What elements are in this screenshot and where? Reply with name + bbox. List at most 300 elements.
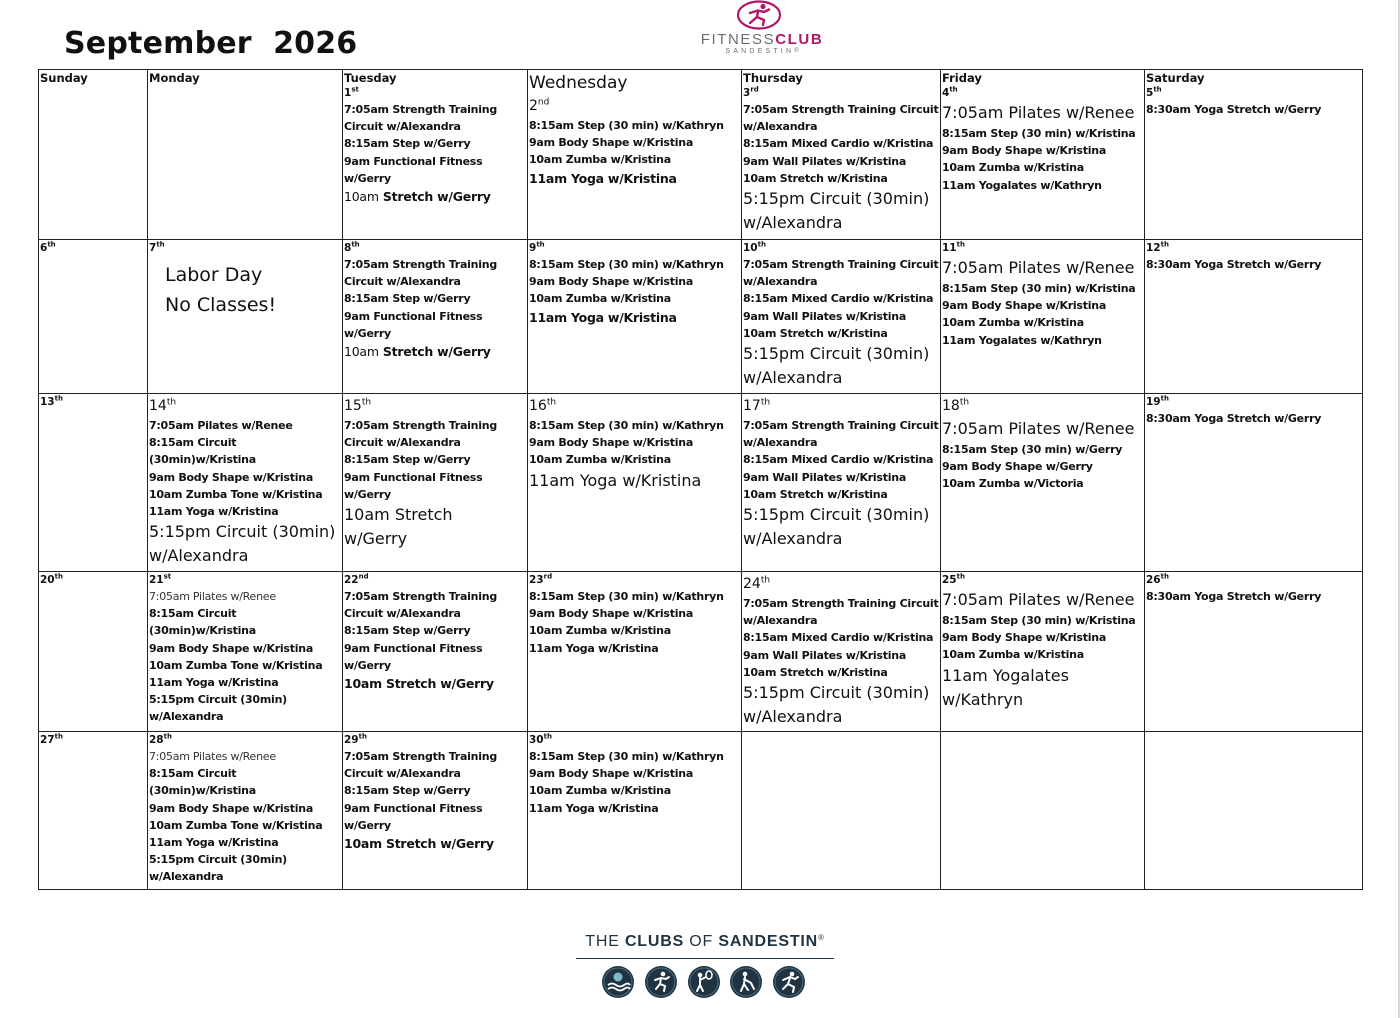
class-text: 8:30am Yoga Stretch w/Gerry — [1146, 103, 1322, 116]
date-number — [149, 733, 342, 748]
class-entry — [743, 451, 940, 468]
swim-icon — [601, 965, 635, 999]
date-ordinal-suffix: th — [1160, 394, 1169, 403]
class-text: 9am Body Shape w/Kristina — [149, 801, 314, 815]
class-text: 7:05am Pilates w/Renee — [942, 590, 1135, 609]
date-number — [344, 241, 527, 256]
date-number-value: 5 — [1146, 87, 1154, 99]
class-text: 10am Zumba w/Kristina — [529, 292, 671, 306]
class-text: 10am Zumba w/Kristina — [529, 784, 671, 798]
class-entry — [529, 117, 741, 134]
date-number — [743, 86, 940, 101]
date-number — [344, 86, 527, 101]
date-ordinal-suffix: th — [54, 732, 63, 741]
class-entry — [942, 417, 1144, 441]
class-text: 8:15am Step (30 min) w/Kathryn — [529, 750, 724, 763]
class-text: 7:05am Strength Training Circuit w/Alexandra — [743, 419, 939, 450]
date-ordinal-suffix: th — [757, 240, 766, 249]
date-number — [40, 395, 147, 410]
class-entry — [149, 588, 342, 605]
day-cell — [1145, 240, 1363, 394]
date-number — [529, 241, 741, 256]
class-entry — [942, 297, 1144, 314]
class-text: 7:05am Pilates w/Renee — [149, 419, 293, 432]
class-text: Stretch w/Gerry — [378, 344, 491, 360]
fitness-club-logo — [672, 0, 852, 60]
date-number-value: 28 — [149, 734, 164, 746]
date-ordinal-suffix: th — [536, 240, 545, 249]
class-entry — [942, 125, 1144, 142]
date-number — [149, 395, 342, 417]
class-entry — [149, 800, 342, 817]
class-text: 8:15am Step (30 min) w/Kathryn — [529, 419, 724, 432]
date-ordinal-suffix: th — [1160, 240, 1169, 249]
class-text: 8:15am Step w/Gerry — [344, 137, 471, 151]
class-entry — [149, 748, 342, 765]
class-entry — [344, 588, 527, 622]
class-text: 5:15pm Circuit (30min) w/Alexandra — [149, 853, 287, 884]
date-ordinal-suffix: th — [163, 732, 172, 741]
class-entry — [942, 646, 1144, 663]
class-entry — [149, 657, 342, 674]
class-text: 9am Wall Pilates w/Kristina — [743, 470, 907, 484]
date-number — [40, 733, 147, 748]
class-text: 9am Body Shape w/Kristina — [529, 436, 694, 450]
fitness-icon — [644, 965, 678, 999]
day-cell — [148, 572, 343, 732]
class-entry — [942, 142, 1144, 159]
class-text: 8:30am Yoga Stretch w/Gerry — [1146, 412, 1322, 425]
date-number-value: 29 — [344, 734, 359, 746]
class-entry — [344, 187, 527, 206]
date-number-value: 21 — [149, 574, 164, 586]
class-text: 7:05am Pilates w/Renee — [942, 103, 1135, 122]
day-cell — [742, 70, 941, 240]
class-entry — [942, 101, 1144, 125]
class-entry — [942, 612, 1144, 629]
class-entry — [743, 664, 940, 681]
day-cell — [742, 732, 941, 890]
class-text: 7:05am Pilates w/Renee — [942, 258, 1135, 277]
runner-icon — [736, 0, 782, 30]
class-entry — [149, 469, 342, 486]
day-of-week-label: Wednesday — [529, 73, 628, 93]
day-cell — [39, 572, 148, 732]
class-entry — [344, 417, 527, 451]
date-number — [1146, 241, 1362, 256]
class-entry — [344, 782, 527, 799]
class-text: 9am Functional Fitness w/Gerry — [344, 470, 483, 501]
class-entry — [529, 622, 741, 639]
date-number — [942, 573, 1144, 588]
date-number — [1146, 86, 1362, 101]
class-entry — [344, 800, 527, 834]
date-ordinal-suffix: th — [543, 732, 552, 741]
day-cell — [343, 732, 528, 890]
date-number — [942, 241, 1144, 256]
class-entry — [344, 503, 527, 551]
class-text: 9am Body Shape w/Kristina — [942, 299, 1107, 313]
class-entry — [529, 451, 741, 468]
page-title: September 2026 — [64, 26, 358, 61]
class-text: 8:15am Step (30 min) w/Kathryn — [529, 119, 724, 132]
class-text: 11am Yoga w/Kristina — [529, 641, 659, 655]
class-text: 9am Body Shape w/Kristina — [942, 144, 1107, 158]
class-entry — [344, 290, 527, 307]
class-entry — [942, 256, 1144, 280]
day-cell — [742, 572, 941, 732]
week-row — [39, 732, 1363, 890]
date-number — [529, 95, 741, 117]
class-entry — [529, 273, 741, 290]
class-time: 10am — [344, 344, 379, 360]
day-cell — [148, 70, 343, 240]
date-number — [40, 241, 147, 256]
class-entry — [529, 290, 741, 307]
footer-brand-clubs: CLUBS — [624, 933, 685, 950]
day-cell — [742, 240, 941, 394]
date-ordinal-suffix: th — [760, 575, 771, 586]
class-text: 9am Wall Pilates w/Kristina — [743, 154, 907, 168]
date-number-value: 1 — [344, 87, 352, 99]
class-text: 8:15am Step (30 min) w/Kristina — [942, 127, 1136, 140]
footer-brand-of: OF — [684, 933, 719, 950]
class-text: 5:15pm Circuit (30min) w/Alexandra — [743, 344, 930, 388]
class-entry — [149, 674, 342, 691]
date-ordinal-suffix: th — [546, 397, 557, 408]
date-ordinal-suffix: th — [358, 732, 367, 741]
class-text: 11am Yoga w/Kristina — [149, 676, 279, 690]
class-entry — [743, 170, 940, 187]
day-cell — [528, 70, 742, 240]
class-text: 10am Zumba Tone w/Kristina — [149, 487, 323, 501]
logo-wordmark — [672, 31, 852, 48]
class-text: 10am Stretch w/Kristina — [743, 665, 888, 679]
day-cell — [343, 572, 528, 732]
class-text: 11am Yoga w/Kristina — [529, 801, 659, 815]
class-text: 7:05am Strength Training Circuit w/Alexandra — [344, 590, 497, 621]
class-text: 8:30am Yoga Stretch w/Gerry — [1146, 590, 1322, 603]
class-text: 5:15pm Circuit (30min) w/Alexandra — [743, 683, 930, 727]
class-text: 5:15pm Circuit (30min) w/Alexandra — [743, 505, 930, 549]
date-ordinal-suffix: th — [956, 240, 965, 249]
class-entry — [344, 451, 527, 468]
class-text: 10am Stretch w/Kristina — [743, 487, 888, 501]
day-cell — [39, 70, 148, 240]
class-entry — [149, 486, 342, 503]
class-entry — [529, 151, 741, 168]
class-entry — [529, 640, 741, 657]
class-text: Stretch w/Gerry — [378, 189, 491, 205]
date-number-value: 26 — [1146, 574, 1161, 586]
class-text: 10am Zumba w/Kristina — [942, 161, 1084, 175]
class-text: 7:05am Strength Training Circuit w/Alexandra — [743, 597, 939, 628]
date-ordinal-suffix: rd — [750, 85, 759, 94]
class-text: 5:15pm Circuit (30min) w/Alexandra — [743, 189, 930, 233]
class-entry — [942, 280, 1144, 297]
class-entry — [344, 834, 527, 853]
class-entry — [529, 765, 741, 782]
class-entry — [344, 256, 527, 290]
class-entry — [149, 434, 342, 468]
date-ordinal-suffix: nd — [537, 97, 550, 108]
day-cell — [148, 240, 343, 394]
class-entry — [529, 469, 741, 493]
class-text: 8:15am Step (30 min) w/Kristina — [942, 614, 1136, 627]
date-ordinal-suffix: th — [54, 572, 63, 581]
class-entry — [529, 308, 741, 327]
class-text: 11am Yoga w/Kristina — [529, 470, 702, 490]
class-entry — [149, 765, 342, 799]
class-text: 9am Body Shape w/Gerry — [942, 460, 1093, 474]
date-ordinal-suffix: th — [54, 394, 63, 403]
day-cell — [1145, 394, 1363, 572]
class-entry — [942, 441, 1144, 458]
day-cell — [39, 394, 148, 572]
date-number — [1146, 395, 1362, 410]
class-entry — [743, 153, 940, 170]
class-entry — [743, 629, 940, 646]
date-number-value: 23 — [529, 574, 544, 586]
class-entry — [149, 520, 342, 568]
class-entry — [149, 851, 342, 885]
date-ordinal-suffix: nd — [358, 572, 369, 581]
class-text: 10am Zumba w/Kristina — [942, 316, 1084, 330]
class-text: 7:05am Strength Training Circuit w/Alexandra — [743, 258, 939, 289]
class-text: 10am Zumba w/Kristina — [529, 453, 671, 467]
class-entry — [942, 458, 1144, 475]
class-entry — [149, 605, 342, 639]
class-text: 8:15am Step (30 min) w/Kristina — [942, 282, 1136, 295]
day-cell — [941, 394, 1145, 572]
class-text: 8:15am Mixed Cardio w/Kristina — [743, 631, 934, 645]
class-entry — [344, 674, 527, 693]
class-entry — [344, 153, 527, 187]
class-entry — [743, 308, 940, 325]
class-text: 8:15am Step w/Gerry — [344, 292, 471, 306]
class-text: 8:15am Circuit (30min)w/Kristina — [149, 767, 256, 798]
class-entry — [942, 159, 1144, 176]
date-ordinal-suffix: th — [956, 572, 965, 581]
date-number-value: 12 — [1146, 242, 1161, 254]
footer-brand — [574, 933, 836, 951]
day-cell — [1145, 732, 1363, 890]
class-entry — [743, 503, 940, 551]
class-text: 7:05am Strength Training Circuit w/Alexandra — [344, 103, 497, 134]
class-text: 7:05am Strength Training Circuit w/Alexandra — [344, 419, 497, 450]
class-entry — [1146, 256, 1362, 273]
day-cell — [528, 394, 742, 572]
class-entry — [344, 308, 527, 342]
class-entry — [529, 256, 741, 273]
class-entry — [344, 640, 527, 674]
date-number — [1146, 573, 1362, 588]
week-row — [39, 240, 1363, 394]
class-entry — [743, 325, 940, 342]
date-number-value: 10 — [743, 242, 758, 254]
date-number — [40, 573, 147, 588]
date-number-value: 8 — [344, 242, 352, 254]
footer-brand-sandestin: SANDESTIN — [718, 933, 819, 950]
day-cell — [343, 70, 528, 240]
logo-trademark: ® — [794, 48, 799, 54]
class-text: 9am Functional Fitness w/Gerry — [344, 154, 483, 185]
class-entry — [344, 342, 527, 361]
class-text: 7:05am Strength Training Circuit w/Alexandra — [743, 103, 939, 134]
day-cell — [941, 240, 1145, 394]
class-entry — [149, 503, 342, 520]
class-entry — [529, 434, 741, 451]
date-number-value: 22 — [344, 574, 359, 586]
date-number-value: 27 — [40, 734, 55, 746]
class-entry — [529, 169, 741, 188]
date-number — [942, 86, 1144, 101]
date-number-value: 30 — [529, 734, 544, 746]
date-number — [149, 241, 342, 256]
date-number — [344, 395, 527, 417]
date-ordinal-suffix: st — [163, 572, 172, 581]
class-entry — [743, 342, 940, 390]
date-number-value: 13 — [40, 396, 55, 408]
day-cell — [528, 732, 742, 890]
class-entry — [529, 605, 741, 622]
class-entry — [743, 469, 940, 486]
class-text: 10am Zumba w/Kristina — [942, 648, 1084, 662]
class-text: 5:15pm Circuit (30min) w/Alexandra — [149, 693, 287, 724]
date-number-value: 3 — [743, 87, 751, 99]
class-entry — [942, 332, 1144, 349]
date-number — [529, 395, 741, 417]
day-cell — [528, 572, 742, 732]
day-of-week-label: Thursday — [743, 71, 803, 85]
footer-divider — [576, 958, 834, 959]
day-cell — [1145, 572, 1363, 732]
class-text: 7:05am Strength Training Circuit w/Alexandra — [344, 258, 497, 289]
calendar-grid — [38, 69, 1363, 890]
class-text: 10am Zumba Tone w/Kristina — [149, 658, 323, 672]
date-number — [529, 573, 741, 588]
class-entry — [529, 748, 741, 765]
class-entry — [942, 314, 1144, 331]
day-cell — [528, 240, 742, 394]
day-of-week-label: Monday — [149, 71, 200, 85]
class-entry — [1146, 410, 1362, 427]
class-text: 9am Functional Fitness w/Gerry — [344, 309, 483, 340]
date-number — [344, 733, 527, 748]
class-text: 10am Zumba Tone w/Kristina — [149, 818, 323, 832]
class-text: 7:05am Pilates w/Renee — [149, 590, 276, 603]
day-of-week-label: Sunday — [40, 71, 88, 85]
class-text: 9am Functional Fitness w/Gerry — [344, 801, 483, 832]
date-ordinal-suffix: st — [351, 85, 359, 94]
date-number-value: 15 — [344, 398, 362, 414]
date-number — [149, 573, 342, 588]
week-row — [39, 394, 1363, 572]
class-entry — [529, 782, 741, 799]
class-text: 8:15am Step (30 min) w/Kathryn — [529, 590, 724, 603]
class-text: 11am Yoga w/Kristina — [149, 836, 279, 850]
date-ordinal-suffix: th — [166, 397, 177, 408]
footer-icons — [601, 965, 806, 999]
date-ordinal-suffix: th — [351, 240, 360, 249]
class-text: 9am Wall Pilates w/Kristina — [743, 309, 907, 323]
class-text: 8:15am Step w/Gerry — [344, 624, 471, 638]
class-text: 10am Stretch w/Gerry — [344, 836, 494, 852]
class-time: 10am — [344, 189, 379, 205]
class-text: 11am Yogalates w/Kathryn — [942, 333, 1102, 347]
holiday-notice: Labor Day No Classes! — [165, 264, 277, 316]
run-icon — [772, 965, 806, 999]
date-number-value: 17 — [743, 398, 761, 414]
date-ordinal-suffix: th — [949, 85, 958, 94]
date-ordinal-suffix: th — [156, 240, 165, 249]
date-ordinal-suffix: th — [47, 240, 56, 249]
date-number-value: 11 — [942, 242, 957, 254]
day-cell — [343, 394, 528, 572]
class-entry — [1146, 101, 1362, 118]
class-text: 9am Functional Fitness w/Gerry — [344, 641, 483, 672]
class-entry — [743, 135, 940, 152]
date-ordinal-suffix: rd — [543, 572, 553, 581]
day-cell — [343, 240, 528, 394]
date-ordinal-suffix: th — [361, 397, 372, 408]
date-number-value: 19 — [1146, 396, 1161, 408]
logo-word-bold: CLUB — [775, 31, 824, 48]
class-text: 8:15am Mixed Cardio w/Kristina — [743, 137, 934, 151]
day-cell — [39, 240, 148, 394]
class-text: 9am Body Shape w/Kristina — [942, 631, 1107, 645]
day-cell — [941, 732, 1145, 890]
class-text: 7:05am Strength Training Circuit w/Alexandra — [344, 750, 497, 781]
class-text: 9am Body Shape w/Kristina — [529, 607, 694, 621]
date-ordinal-suffix: th — [760, 397, 771, 408]
class-text: 5:15pm Circuit (30min) w/Alexandra — [149, 522, 336, 566]
class-entry — [1146, 588, 1362, 605]
class-text: 10am Zumba w/Victoria — [942, 477, 1084, 491]
footer-brand-the: THE — [585, 933, 625, 950]
class-entry — [344, 135, 527, 152]
day-cell — [742, 394, 941, 572]
class-entry — [344, 748, 527, 782]
class-text: 11am Yoga w/Kristina — [149, 505, 279, 519]
class-entry — [149, 691, 342, 725]
class-text: 10am Stretch w/Gerry — [344, 676, 494, 692]
class-entry — [149, 417, 342, 434]
date-ordinal-suffix: th — [1153, 85, 1162, 94]
logo-word-light: FITNESS — [700, 31, 776, 48]
class-entry — [529, 417, 741, 434]
class-entry — [743, 187, 940, 235]
class-entry — [743, 681, 940, 729]
class-entry — [529, 800, 741, 817]
golf-icon — [729, 965, 763, 999]
class-text: 9am Wall Pilates w/Kristina — [743, 648, 907, 662]
class-text: 10am Stretch w/Kristina — [743, 171, 888, 185]
class-text: 10am Stretch w/Kristina — [743, 326, 888, 340]
footer-trademark: ® — [818, 933, 825, 942]
class-entry — [942, 588, 1144, 612]
date-number-value: 14 — [149, 398, 167, 414]
class-text: 11am Yogalates w/Kathryn — [942, 665, 1069, 709]
week-row — [39, 572, 1363, 732]
date-number — [743, 395, 940, 417]
class-text: 11am Yoga w/Kristina — [529, 309, 677, 325]
class-text: 8:15am Step (30 min) w/Kathryn — [529, 258, 724, 271]
date-ordinal-suffix: th — [1160, 572, 1169, 581]
class-entry — [344, 101, 527, 135]
class-entry — [743, 290, 940, 307]
date-number — [942, 395, 1144, 417]
